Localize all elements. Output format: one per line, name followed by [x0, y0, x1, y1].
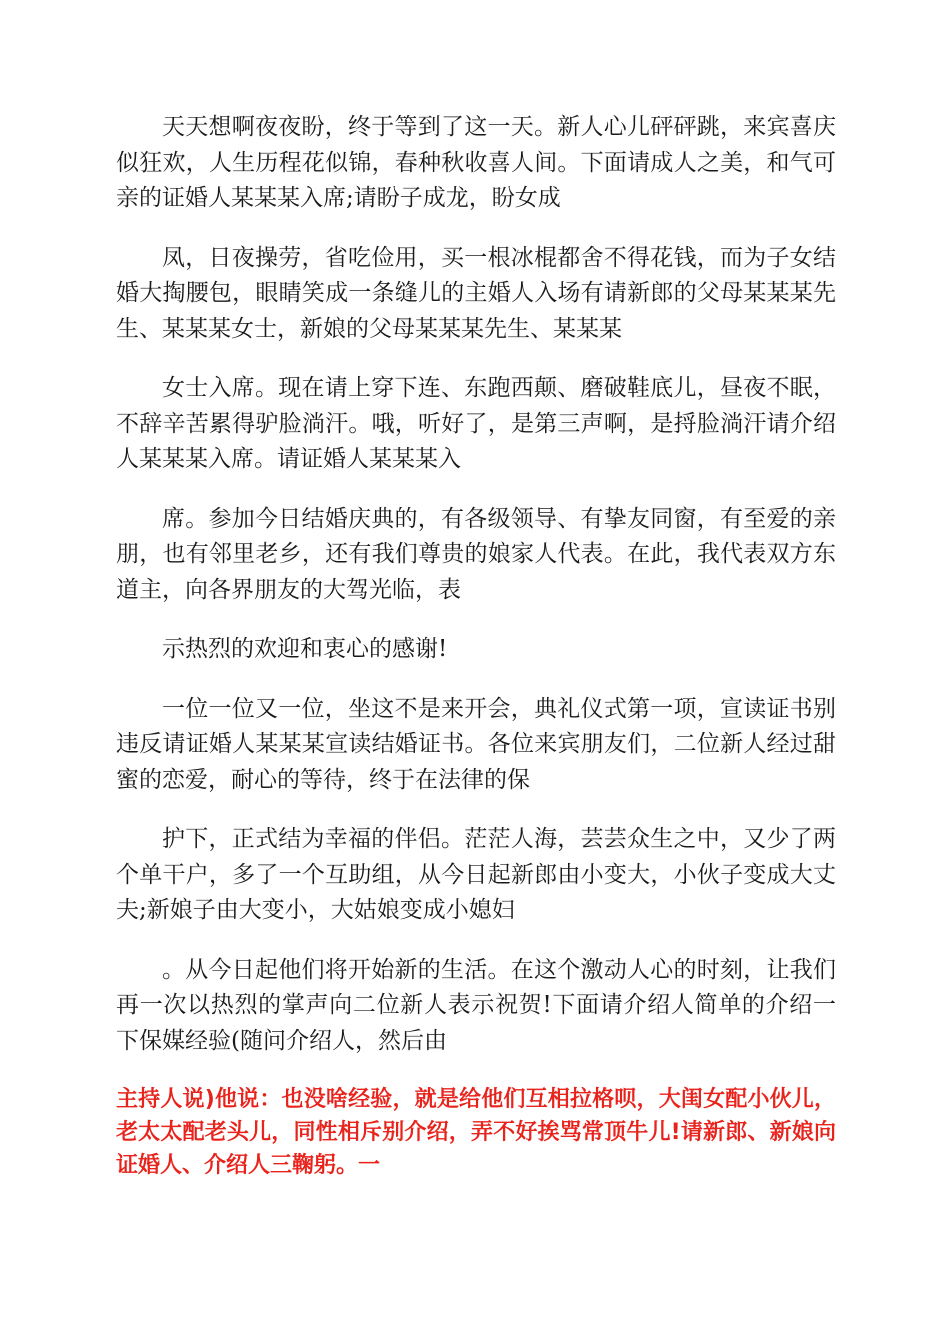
- paragraph-5: 示热烈的欢迎和衷心的感谢!: [162, 636, 448, 662]
- paragraph-1: 天天想啊夜夜盼，终于等到了这一天。新人心儿砰砰跳，来宾喜庆似狂欢，人生历程花似锦，春种秋收喜人间。下面请成人之美，和气可亲的证婚人某某某入席;请盼子成龙，盼女成: [116, 114, 836, 211]
- paragraph-2: 凤，日夜操劳，省吃俭用，买一根冰棍都舍不得花钱，而为子女结婚大掏腰包，眼睛笑成一条缝儿的主婚人入场有请新郎的父母某某某先生、某某某女士，新娘的父母某某某先生、某某某: [116, 244, 836, 342]
- paragraph-4: 席。参加今日结婚庆典的，有各级领导、有挚友同窗，有至爱的亲朋，也有邻里老乡，还有我们尊贵的娘家人代表。在此，我代表双方东道主，向各界朋友的大驾光临，表: [116, 505, 836, 603]
- paragraph-7: 护下，正式结为幸福的伴侣。茫茫人海，芸芸众生之中，又少了两个单干户，多了一个互助组，从今日起新郎由小变大，小伙子变成大丈夫;新娘子由大变小，大姑娘变成小媳妇: [116, 826, 836, 923]
- highlighted-paragraph: 主持人说)他说：也没啥经验，就是给他们互相拉格呗，大闺女配小伙儿，老太太配老头儿，同性相斥别介绍，弄不好挨骂常顶牛儿!请新郎、新娘向证婚人、介绍人三鞠躬。一: [116, 1087, 836, 1178]
- paragraph-8: 。从今日起他们将开始新的生活。在这个激动人心的时刻，让我们再一次以热烈的掌声向二位新人表示祝贺!下面请介绍人简单的介绍一下保媒经验(随问介绍人，然后由: [116, 956, 836, 1054]
- paragraph-3: 女士入席。现在请上穿下连、东跑西颠、磨破鞋底儿，昼夜不眠，不辞辛苦累得驴脸淌汗。哦，听好了，是第三声啊，是捋脸淌汗请介绍人某某某入席。请证婚人某某某入: [116, 375, 836, 472]
- document-body: [116, 110, 836, 1206]
- paragraph-6: 一位一位又一位，坐这不是来开会，典礼仪式第一项，宣读证书别违反请证婚人某某某宣读结婚证书。各位来宾朋友们，二位新人经过甜蜜的恋爱，耐心的等待，终于在法律的保: [116, 695, 836, 793]
